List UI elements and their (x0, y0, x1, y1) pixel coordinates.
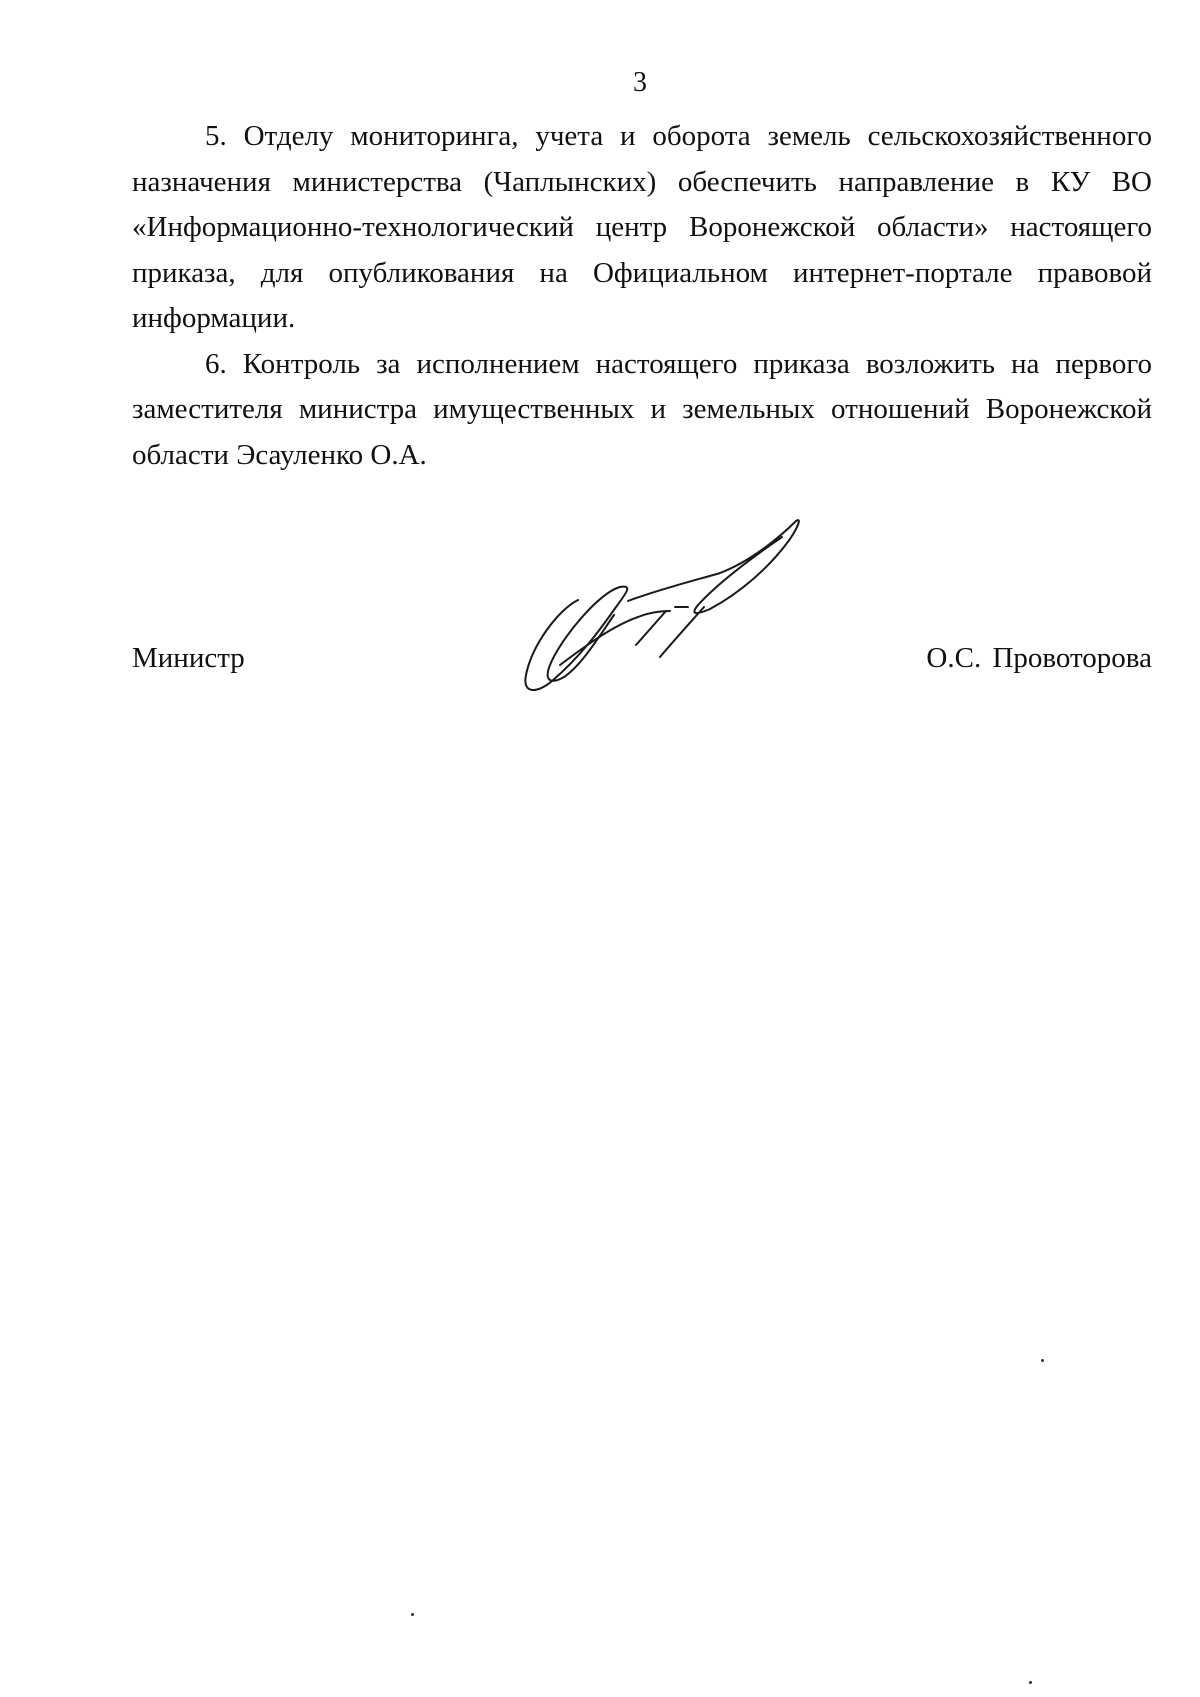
paragraph-6: 6. Контроль за исполнением настоящего приказа возложить на первого заместителя министра имущественных и земельных отношений Воронежской области Эсауленко О.А. (132, 347, 1152, 471)
scan-speck (1029, 1681, 1032, 1684)
document-body (132, 114, 1152, 478)
signer-name: О.С. Провоторова (926, 642, 1152, 674)
scan-speck (1041, 1359, 1044, 1362)
signer-title: Министр (132, 642, 245, 674)
scan-speck (411, 1613, 414, 1616)
page-number: 3 (633, 67, 647, 98)
paragraph-5: 5. Отделу мониторинга, учета и оборота земель сельскохозяйственного назначения министерства (Чаплынских) обеспечить направление в КУ ВО «Информационно-технологический центр Воронежской области» настоящего приказа, для опубликования на Официальном интернет-портале правовой информации. (132, 120, 1152, 334)
handwritten-signature (520, 515, 840, 715)
